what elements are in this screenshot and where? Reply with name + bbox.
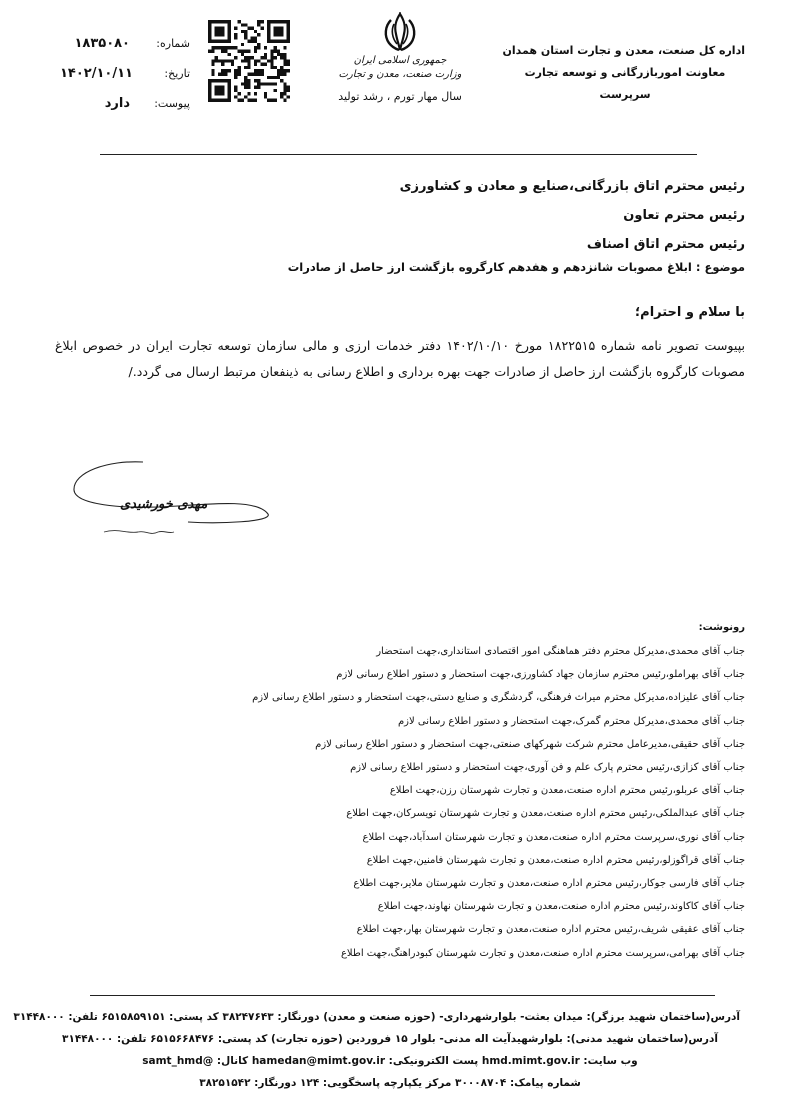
- footer-contact-web: وب سایت: hmd.mimt.gov.ir پست الکترونیکی: hamedan@mimt.gov.ir کانال: @samt_hmd: [142, 1055, 638, 1067]
- attachment-row: [60, 96, 190, 126]
- attachment-label: پیوست:: [154, 97, 190, 110]
- cc-list: [45, 640, 745, 965]
- greeting: با سلام و احترام؛: [634, 305, 745, 320]
- cc-item: جناب آقای کزازی،رئیس محترم پارک علم و فن آوری،جهت استحضار و دستور اطلاع رسانی لازم: [350, 762, 745, 774]
- letter-body: بپیوست تصویر نامه شماره ۱۸۲۲۵۱۵ مورخ ۱۴۰۲/۱۰/۱۰ دفتر خدمات ارزی و مالی سازمان توسعه تجارت ایران در خصوص ابلاغ مصوبات کارگروه بازگشت ارز حاصل از صادرات جهت بهره برداری و اطلاع رسانی به ذینفعان مرتبط ارسال می گردد./: [55, 338, 745, 379]
- cc-item: جناب آقای عقیقی شریف،رئیس محترم اداره صنعت،معدن و تجارت شهرستان بهار،جهت اطلاع: [356, 924, 745, 936]
- date-label: تاریخ:: [164, 67, 190, 80]
- footer-contact-phone: شماره پیامک: ۳۰۰۰۸۷۰۴ مرکز یکپارچه پاسخگویی: ۱۲۴ دورنگار: ۳۸۲۵۱۵۴۲: [199, 1077, 581, 1089]
- number-label: شماره:: [156, 37, 190, 50]
- cc-item: جناب آقای عربلو،رئیس محترم اداره صنعت،معدن و تجارت شهرستان رزن،جهت اطلاع: [389, 785, 745, 797]
- letter-meta: [60, 36, 190, 126]
- cc-item: جناب آقای بهراملو،رئیس محترم سازمان جهاد کشاورزی،جهت استحضار و دستور اطلاع رسانی لازم: [336, 669, 745, 681]
- recipient-3: رئیس محترم اتاق اصناف: [586, 237, 745, 252]
- subject-line: موضوع : ابلاغ مصوبات شانزدهم و هفدهم کارگروه بازگشت ارز حاصل از صادرات: [287, 260, 745, 274]
- attachment-value: دارد: [104, 96, 130, 111]
- cc-item: جناب آقای کاکاوند،رئیس محترم اداره صنعت،معدن و تجارت شهرستان نهاوند،جهت اطلاع: [377, 901, 745, 913]
- date-value: ۱۴۰۲/۱۰/۱۱: [60, 66, 133, 81]
- recipient-1: رئیس محترم اتاق بازرگانی،صنایع و معادن و کشاورزی: [399, 179, 745, 194]
- cc-item: جناب آقای محمدی،مدیرکل محترم گمرک،جهت استحضار و دستور اطلاع رسانی لازم: [397, 715, 745, 727]
- qr-code-icon: [208, 20, 290, 102]
- number-value: ۱۸۳۵۰۸۰: [74, 36, 130, 51]
- recipient-2: رئیس محترم تعاون: [623, 208, 745, 223]
- cc-title: رونوشت:: [698, 622, 745, 633]
- footer-address-2: آدرس(ساختمان شهید مدنی): بلوارشهیدآیت اله مدنی- بلوار ۱۵ فروردین (حوزه تجارت) کد پستی: ۶۵۱۵۶۶۸۴۷۶ تلفن: ۳۱۴۴۸۰۰۰: [62, 1033, 718, 1045]
- cc-item: جناب آقای قراگوزلو،رئیس محترم اداره صنعت،معدن و تجارت شهرستان فامنین،جهت اطلاع: [366, 854, 745, 866]
- emblem-line-2: وزارت صنعت، معدن و تجارت: [338, 69, 462, 80]
- cc-item: جناب آقای فارسی جوکار،رئیس محترم اداره صنعت،معدن و تجارت شهرستان ملایر،جهت اطلاع: [353, 878, 745, 890]
- recipients: [55, 172, 745, 259]
- organization-header: [502, 40, 745, 106]
- cc-item: جناب آقای علیزاده،مدیرکل محترم میراث فرهنگی، گردشگری و صنایع دستی،جهت استحضار و دستور اطلاع رسانی لازم: [252, 692, 745, 704]
- emblem-line-1: جمهوری اسلامی ایران: [353, 55, 447, 66]
- date-row: [60, 66, 190, 96]
- header-divider: [100, 154, 697, 155]
- org-line-2: معاونت اموربازرگانی و توسعه تجارت: [524, 66, 726, 79]
- cc-item: جناب آقای نوری،سرپرست محترم اداره صنعت،معدن و تجارت شهرستان اسدآباد،جهت اطلاع: [362, 831, 745, 843]
- footer-address-1: آدرس(ساختمان شهید برزگر): میدان بعثت- بلوارشهرداری- (حوزه صنعت و معدن) دورنگار: ۳۸۲۴۷۶۴۳ کد پستی: ۶۵۱۵۸۵۹۱۵۱ تلفن: ۳۱۴۴۸۰۰۰: [13, 1011, 740, 1023]
- cc-item: جناب آقای عبدالملکی،رئیس محترم اداره صنعت،معدن و تجارت شهرستان تویسرکان،جهت اطلاع: [346, 808, 745, 820]
- number-row: [60, 36, 190, 66]
- footer: [13, 1006, 740, 1094]
- footer-divider: [90, 995, 715, 996]
- year-motto: سال مهار تورم ، رشد تولید: [338, 90, 462, 103]
- org-line-1: اداره کل صنعت، معدن و تجارت استان همدان: [502, 44, 745, 57]
- signatory-name: مهدی خورشیدی: [120, 497, 208, 512]
- cc-item: جناب آقای محمدی،مدیرکل محترم دفتر هماهنگی امور اقتصادی استانداری،جهت استحضار: [376, 646, 745, 657]
- iran-emblem-icon: [380, 12, 420, 54]
- emblem-block: [330, 12, 470, 103]
- org-line-3: سرپرست: [599, 88, 651, 101]
- cc-item: جناب آقای حقیقی،مدیرعامل محترم شرکت شهرکهای صنعتی،جهت استحضار و دستور اطلاع رسانی لازم: [315, 738, 745, 750]
- cc-item: جناب آقای بهرامی،سرپرست محترم اداره صنعت،معدن و تجارت شهرستان کبودراهنگ،جهت اطلاع: [340, 947, 745, 959]
